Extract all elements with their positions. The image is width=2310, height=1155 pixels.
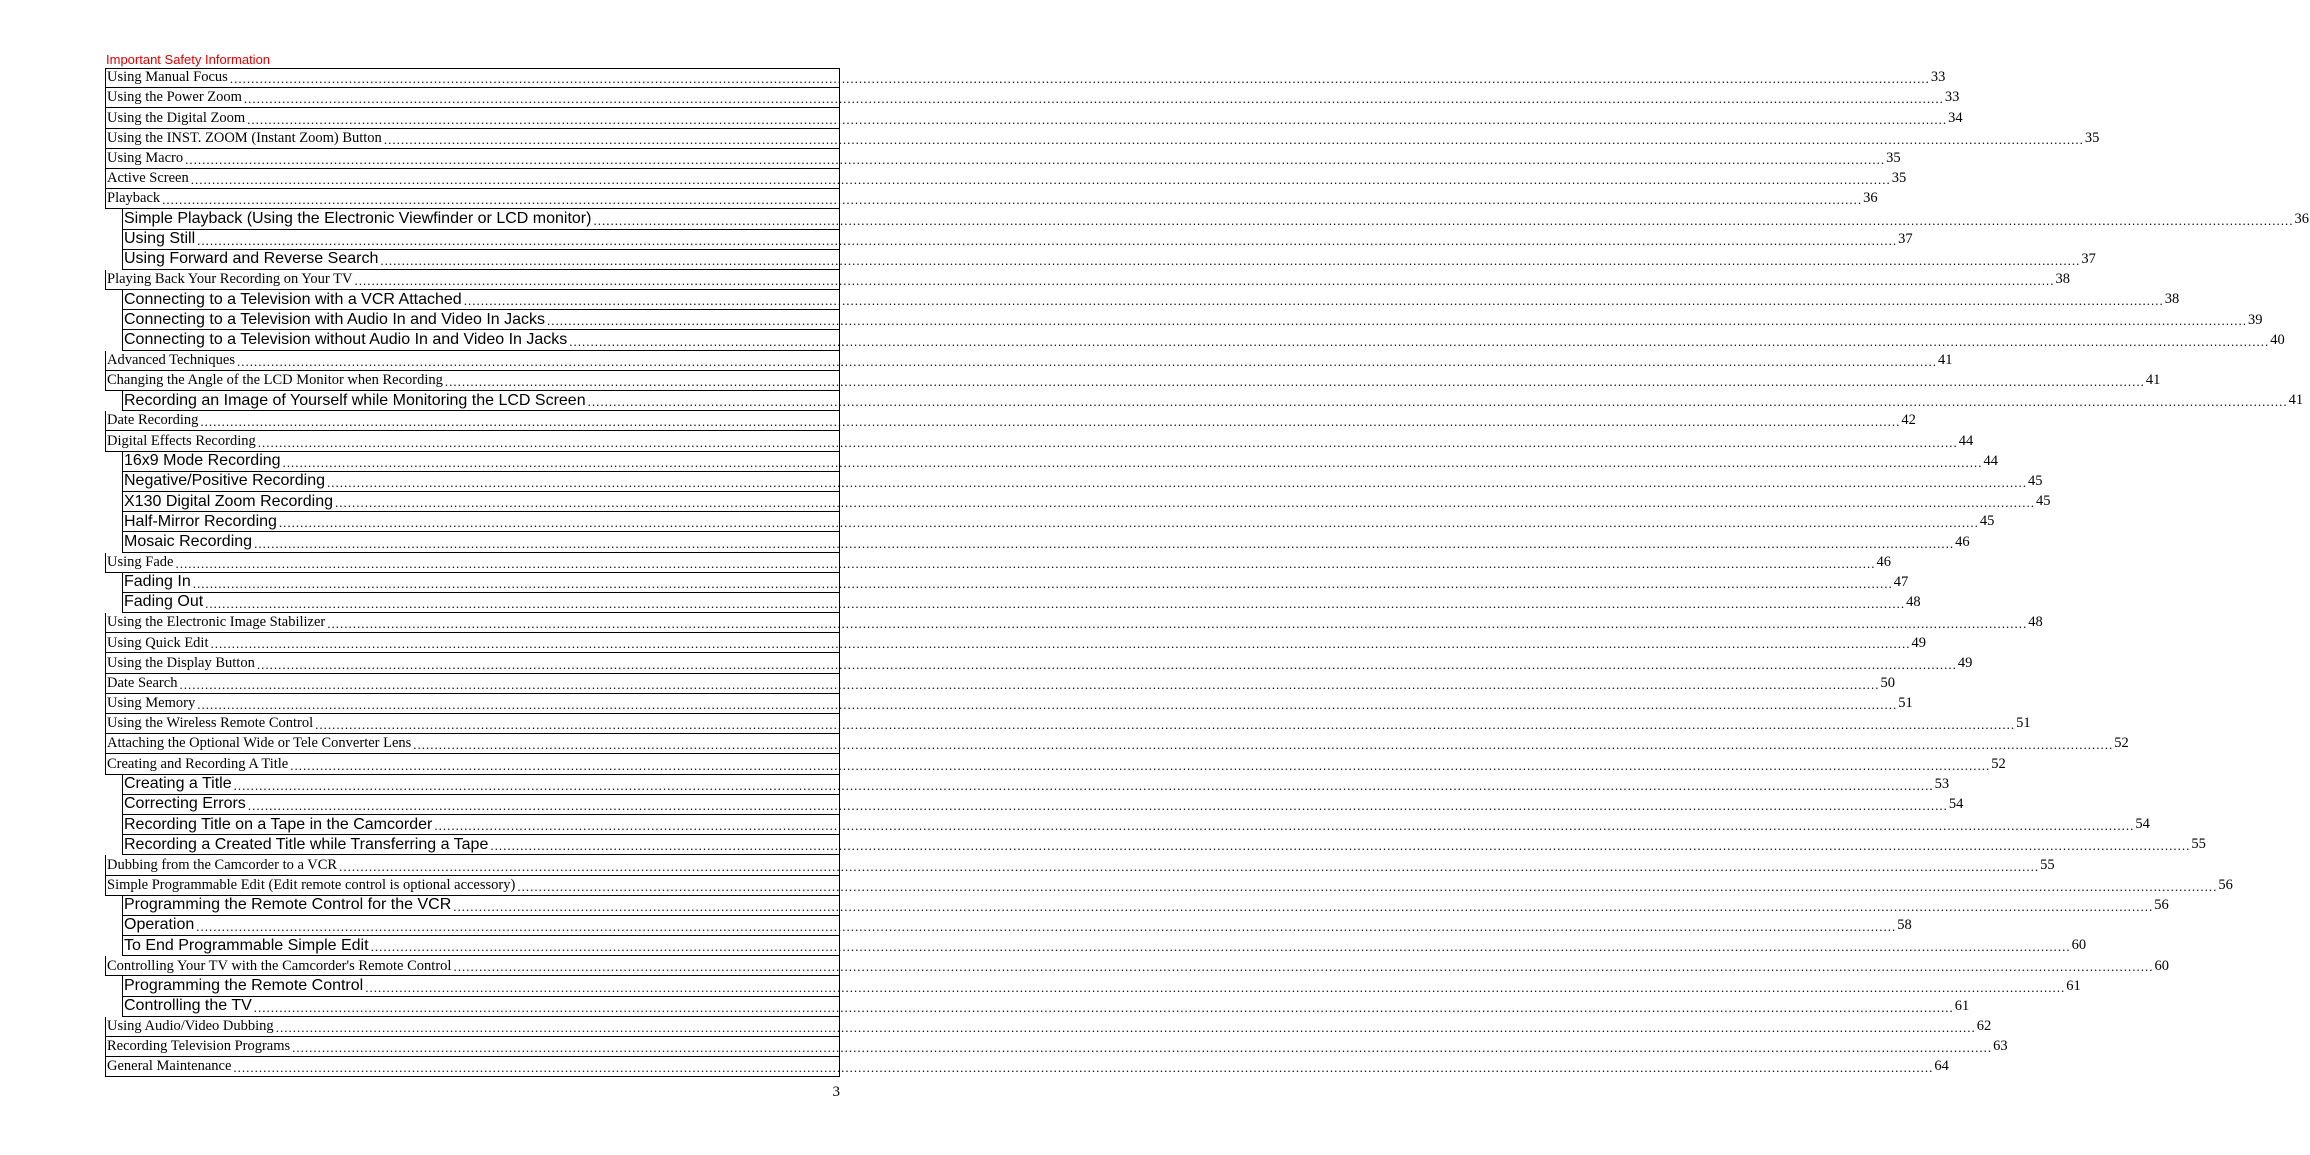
toc-entry-page: 54 [2135,816,2150,833]
toc-entry[interactable] [122,472,2043,492]
toc-entry-page: 35 [1891,170,1907,187]
toc-dot-leader: ................................................................................................................................................................................................................................................................................................................................................................................................................ [282,454,1983,470]
toc-dot-leader: ................................................................................................................................................................................................................................................................................................................................................................................................................ [453,898,2154,914]
toc-entry-title: Using Quick Edit [107,634,209,651]
toc-entry[interactable] [122,310,2263,330]
toc-dot-leader: ................................................................................................................................................................................................................................................................................................................................................................................................................ [190,172,1891,188]
toc-entry-title: Connecting to a Television with Audio In and Video In Jacks [124,310,546,328]
toc-dot-leader: ................................................................................................................................................................................................................................................................................................................................................................................................................ [587,394,2288,410]
toc-dot-leader: ................................................................................................................................................................................................................................................................................................................................................................................................................ [278,515,1979,531]
toc-dot-leader: ................................................................................................................................................................................................................................................................................................................................................................................................................ [197,232,1898,248]
toc-dot-leader: ................................................................................................................................................................................................................................................................................................................................................................................................................ [253,999,1954,1015]
toc-entry-page: 41 [1937,351,1953,368]
toc-entry[interactable] [122,492,2051,512]
toc-entry-page: 56 [2154,896,2169,913]
toc-dot-leader: ................................................................................................................................................................................................................................................................................................................................................................................................................ [547,313,2248,329]
toc-entry[interactable] [105,956,2169,976]
toc-entry-page: 48 [2028,614,2043,631]
toc-dot-leader: ................................................................................................................................................................................................................................................................................................................................................................................................................ [463,293,2164,309]
toc-entry-title: Playback [107,190,161,207]
toc-entry-title: Recording an Image of Yourself while Monitoring the LCD Screen [124,391,586,409]
toc-entry-page: 44 [1958,432,1974,449]
toc-entry[interactable] [105,68,1946,88]
toc-entry[interactable] [105,613,2043,633]
toc-entry-title: Using Still [124,230,196,248]
toc-entry-page: 35 [1886,150,1901,166]
toc-entry[interactable] [105,674,1895,694]
toc-entry-title: Date Recording [107,412,199,429]
toc-dot-leader: ................................................................................................................................................................................................................................................................................................................................................................................................................ [339,858,2040,874]
toc-entry-title: Using Fade [107,553,174,570]
toc-entry-title: Operation [124,916,195,934]
toc-entry-title: Connecting to a Television with a VCR Attached [124,290,462,308]
toc-dot-leader: ................................................................................................................................................................................................................................................................................................................................................................................................................ [257,434,1958,450]
toc-entry-page: 50 [1880,674,1895,691]
toc-entry-page: 49 [1911,634,1926,651]
toc-dot-leader: ................................................................................................................................................................................................................................................................................................................................................................................................................ [229,71,1930,87]
toc-entry-title: Using the Wireless Remote Control [107,715,314,732]
toc-dot-leader: ................................................................................................................................................................................................................................................................................................................................................................................................................ [453,959,2154,975]
toc-entry[interactable] [122,976,2081,996]
toc-entry-page: 45 [2028,473,2043,489]
toc-entry-title: Using the Display Button [107,654,255,671]
toc-entry-page: 45 [2036,493,2051,510]
toc-entry-title: Mosaic Recording [124,532,253,550]
toc-entry-page: 46 [1876,553,1891,570]
toc-entry-page: 52 [2114,735,2129,752]
toc-entry-title: Using the INST. ZOOM (Instant Zoom) Button [107,129,382,146]
toc-entry-title: Half-Mirror Recording [124,512,277,530]
toc-entry-page: 54 [1948,796,1964,812]
toc-dot-leader: ................................................................................................................................................................................................................................................................................................................................................................................................................ [175,555,1876,571]
toc-dot-leader: ................................................................................................................................................................................................................................................................................................................................................................................................................ [233,1060,1934,1076]
toc-entry-page: 55 [2191,836,2206,853]
toc-entry-page: 53 [1934,775,1950,792]
toc-entry-page: 33 [1930,69,1946,86]
toc-entry-title: Controlling the TV [124,997,252,1015]
toc-entry[interactable] [105,129,2100,149]
toc-entry-title: X130 Digital Zoom Recording [124,492,333,510]
toc-entry[interactable] [105,169,1907,189]
toc-entry-title: Creating a Title [124,775,232,793]
toc-entry-page: 42 [1901,412,1916,429]
toc-entry-title: Fading Out [124,593,204,611]
toc-dot-leader: ................................................................................................................................................................................................................................................................................................................................................................................................................ [290,757,1991,773]
toc-dot-leader: ................................................................................................................................................................................................................................................................................................................................................................................................................ [196,919,1897,935]
page-number: 3 [832,1084,840,1100]
toc-entry-title: Digital Effects Recording [107,432,256,449]
toc-entry[interactable] [122,835,2206,855]
toc-entry-title: General Maintenance [107,1058,232,1075]
toc-entry[interactable] [105,1017,1992,1037]
toc-entry-title: Using the Electronic Image Stabilizer [107,614,326,631]
toc-entry[interactable] [122,532,1970,552]
toc-entry-page: 44 [1983,452,1999,469]
toc-entry-page: 37 [1898,230,1913,247]
toc-entry-title: Advanced Techniques [107,351,235,368]
toc-entry-page: 37 [2081,250,2096,267]
toc-dot-leader: ................................................................................................................................................................................................................................................................................................................................................................................................................ [593,212,2294,228]
toc-entry-title: Using Macro [107,150,184,166]
toc-entry[interactable] [122,936,2087,956]
toc-entry-page: 51 [1898,695,1913,712]
toc-entry-page: 40 [2270,331,2285,348]
toc-entry[interactable] [105,431,1974,451]
toc-dot-leader: ................................................................................................................................................................................................................................................................................................................................................................................................................ [210,636,1911,652]
toc-dot-leader: ................................................................................................................................................................................................................................................................................................................................................................................................................ [236,353,1937,369]
toc-entry-page: 34 [1948,109,1963,126]
toc-entry-page: 60 [2071,937,2087,954]
toc-entry-page: 33 [1944,89,1960,106]
toc-dot-leader: ................................................................................................................................................................................................................................................................................................................................................................................................................ [292,1040,1993,1056]
toc-entry-page: 36 [2294,210,2309,227]
toc-entry-page: 45 [1979,513,1995,530]
toc-dot-leader: ................................................................................................................................................................................................................................................................................................................................................................................................................ [200,414,1901,430]
toc-entry[interactable] [105,270,2070,290]
toc-entry[interactable] [105,189,1878,209]
section-header: Important Safety Information [106,52,271,67]
toc-entry[interactable] [122,916,1912,936]
toc-entry-page: 60 [2154,957,2169,974]
toc-entry-page: 58 [1897,917,1912,934]
toc-entry-title: Connecting to a Television without Audio In and Video In Jacks [124,331,568,349]
toc-entry[interactable] [105,694,1913,714]
toc-dot-leader: ................................................................................................................................................................................................................................................................................................................................................................................................................ [434,818,2135,834]
toc-dot-leader: ................................................................................................................................................................................................................................................................................................................................................................................................................ [335,495,2035,511]
toc-entry-page: 61 [2066,977,2081,994]
toc-dot-leader: ................................................................................................................................................................................................................................................................................................................................................................................................................ [247,111,1948,127]
toc-dot-leader: ................................................................................................................................................................................................................................................................................................................................................................................................................ [490,838,2191,854]
toc-entry[interactable] [105,855,2055,875]
toc-entry[interactable] [105,108,1963,128]
toc-entry-page: 49 [1957,654,1973,671]
toc-entry-page: 64 [1934,1058,1949,1075]
toc-dot-leader: ................................................................................................................................................................................................................................................................................................................................................................................................................ [315,717,2016,733]
toc-dot-leader: ................................................................................................................................................................................................................................................................................................................................................................................................................ [197,697,1898,712]
toc-dot-leader: ................................................................................................................................................................................................................................................................................................................................................................................................................ [354,273,2055,289]
toc-entry-page: 46 [1955,533,1970,550]
toc-entry[interactable] [122,452,1999,472]
toc-entry-title: Changing the Angle of the LCD Monitor when Recording [107,372,443,389]
toc-entry[interactable] [105,149,1901,169]
toc-entry-title: Date Search [107,674,178,691]
toc-dot-leader: ................................................................................................................................................................................................................................................................................................................................................................................................................ [162,192,1863,208]
toc-entry-title: Dubbing from the Camcorder to a VCR [107,856,338,873]
toc-entry[interactable] [122,391,2304,411]
toc-dot-leader: ................................................................................................................................................................................................................................................................................................................................................................................................................ [233,777,1934,793]
toc-dot-leader: ................................................................................................................................................................................................................................................................................................................................................................................................................ [185,151,1886,167]
toc-dot-leader: ................................................................................................................................................................................................................................................................................................................................................................................................................ [327,616,2028,632]
toc-entry[interactable] [122,330,2285,350]
toc-entry-title: 16x9 Mode Recording [124,452,281,470]
toc-entry-title: Using Forward and Reverse Search [124,250,379,268]
toc-entry-page: 36 [1863,190,1878,207]
toc-entry-title: Active Screen [107,170,189,187]
toc-entry[interactable] [105,553,1891,573]
toc-entry[interactable] [122,230,1913,250]
toc-entry[interactable] [105,734,2129,754]
table-of-contents [105,68,2309,1077]
toc-entry-title: Using Memory [107,695,196,712]
toc-entry-title: Recording a Created Title while Transferring a Tape [124,835,489,853]
toc-dot-leader: ................................................................................................................................................................................................................................................................................................................................................................................................................ [192,575,1893,591]
toc-entry-title: Using Manual Focus [107,69,228,86]
toc-entry[interactable] [105,1057,1949,1077]
toc-entry-page: 62 [1976,1018,1992,1035]
toc-dot-leader: ................................................................................................................................................................................................................................................................................................................................................................................................................ [413,737,2114,753]
toc-dot-leader: ................................................................................................................................................................................................................................................................................................................................................................................................................ [254,535,1955,551]
toc-entry-page: 39 [2248,311,2263,328]
toc-entry-title: Attaching the Optional Wide or Tele Converter Lens [107,735,412,752]
toc-entry[interactable] [122,209,2309,229]
toc-entry[interactable] [105,411,1916,431]
toc-entry-title: Controlling Your TV with the Camcorder's Remote Control [107,957,452,974]
toc-entry[interactable] [105,714,2031,734]
toc-entry-title: Creating and Recording A Title [107,755,289,772]
toc-entry-page: 61 [1954,997,1970,1014]
toc-dot-leader: ................................................................................................................................................................................................................................................................................................................................................................................................................ [370,939,2071,955]
toc-dot-leader: ................................................................................................................................................................................................................................................................................................................................................................................................................ [243,91,1944,107]
toc-entry-page: 38 [2164,291,2180,308]
toc-dot-leader: ................................................................................................................................................................................................................................................................................................................................................................................................................ [327,474,2027,490]
toc-entry-title: Using the Digital Zoom [107,109,246,126]
toc-entry-title: Correcting Errors [124,795,246,813]
toc-entry[interactable] [122,775,1950,795]
toc-entry-page: 41 [2288,392,2304,409]
toc-entry-title: Using the Power Zoom [107,89,242,106]
toc-dot-leader: ................................................................................................................................................................................................................................................................................................................................................................................................................ [380,252,2081,268]
toc-dot-leader: ................................................................................................................................................................................................................................................................................................................................................................................................................ [247,797,1948,813]
toc-entry[interactable] [105,754,2006,774]
toc-entry-title: Fading In [124,573,191,591]
toc-entry-title: To End Programmable Simple Edit [124,936,369,954]
toc-entry-page: 56 [2218,876,2233,893]
toc-entry[interactable] [105,633,1926,653]
toc-dot-leader: ................................................................................................................................................................................................................................................................................................................................................................................................................ [275,1020,1976,1035]
toc-entry[interactable] [122,896,2169,916]
toc-dot-leader: ................................................................................................................................................................................................................................................................................................................................................................................................................ [444,374,2145,389]
toc-entry-title: Programming the Remote Control for the VCR [124,896,452,914]
toc-entry-page: 47 [1893,573,1909,590]
toc-entry[interactable] [122,512,1995,532]
toc-entry[interactable] [122,997,1970,1017]
toc-entry-page: 38 [2055,271,2070,288]
toc-entry-title: Programming the Remote Control [124,977,364,995]
toc-entry-page: 41 [2145,372,2161,389]
toc-entry-page: 48 [1906,594,1921,611]
toc-entry[interactable] [105,876,2233,896]
toc-dot-leader: ................................................................................................................................................................................................................................................................................................................................................................................................................ [205,596,1906,612]
toc-entry[interactable] [105,371,2161,391]
toc-entry-page: 52 [1991,755,2006,772]
toc-entry-page: 51 [2016,715,2031,732]
toc-entry[interactable] [122,250,2096,270]
toc-entry[interactable] [122,593,1921,613]
toc-entry-title: Simple Playback (Using the Electronic Viewfinder or LCD monitor) [124,209,592,227]
toc-entry[interactable] [122,795,1964,815]
toc-entry-page: 55 [2040,856,2055,873]
toc-entry-page: 63 [1993,1038,2008,1055]
toc-entry[interactable] [122,573,1909,593]
toc-entry[interactable] [105,351,1953,371]
toc-entry-page: 35 [2084,129,2100,146]
toc-entry-title: Negative/Positive Recording [124,472,325,490]
toc-entry[interactable] [105,88,1960,108]
toc-entry-title: Playing Back Your Recording on Your TV [107,271,353,288]
toc-entry-title: Recording Television Programs [107,1038,291,1055]
toc-entry[interactable] [105,1037,2008,1057]
toc-dot-leader: ................................................................................................................................................................................................................................................................................................................................................................................................................ [256,656,1957,672]
toc-entry[interactable] [105,653,1973,673]
toc-dot-leader: ................................................................................................................................................................................................................................................................................................................................................................................................................ [569,333,2270,349]
toc-dot-leader: ................................................................................................................................................................................................................................................................................................................................................................................................................ [365,979,2066,995]
toc-entry[interactable] [122,815,2150,835]
toc-dot-leader: ................................................................................................................................................................................................................................................................................................................................................................................................................ [383,131,2084,147]
toc-entry[interactable] [122,290,2180,310]
toc-entry-title: Simple Programmable Edit (Edit remote control is optional accessory) [107,876,516,893]
toc-entry-title: Recording Title on a Tape in the Camcorder [124,815,433,833]
toc-dot-leader: ................................................................................................................................................................................................................................................................................................................................................................................................................ [517,878,2218,894]
toc-entry-title: Using Audio/Video Dubbing [107,1018,274,1035]
toc-dot-leader: ................................................................................................................................................................................................................................................................................................................................................................................................................ [179,676,1880,692]
